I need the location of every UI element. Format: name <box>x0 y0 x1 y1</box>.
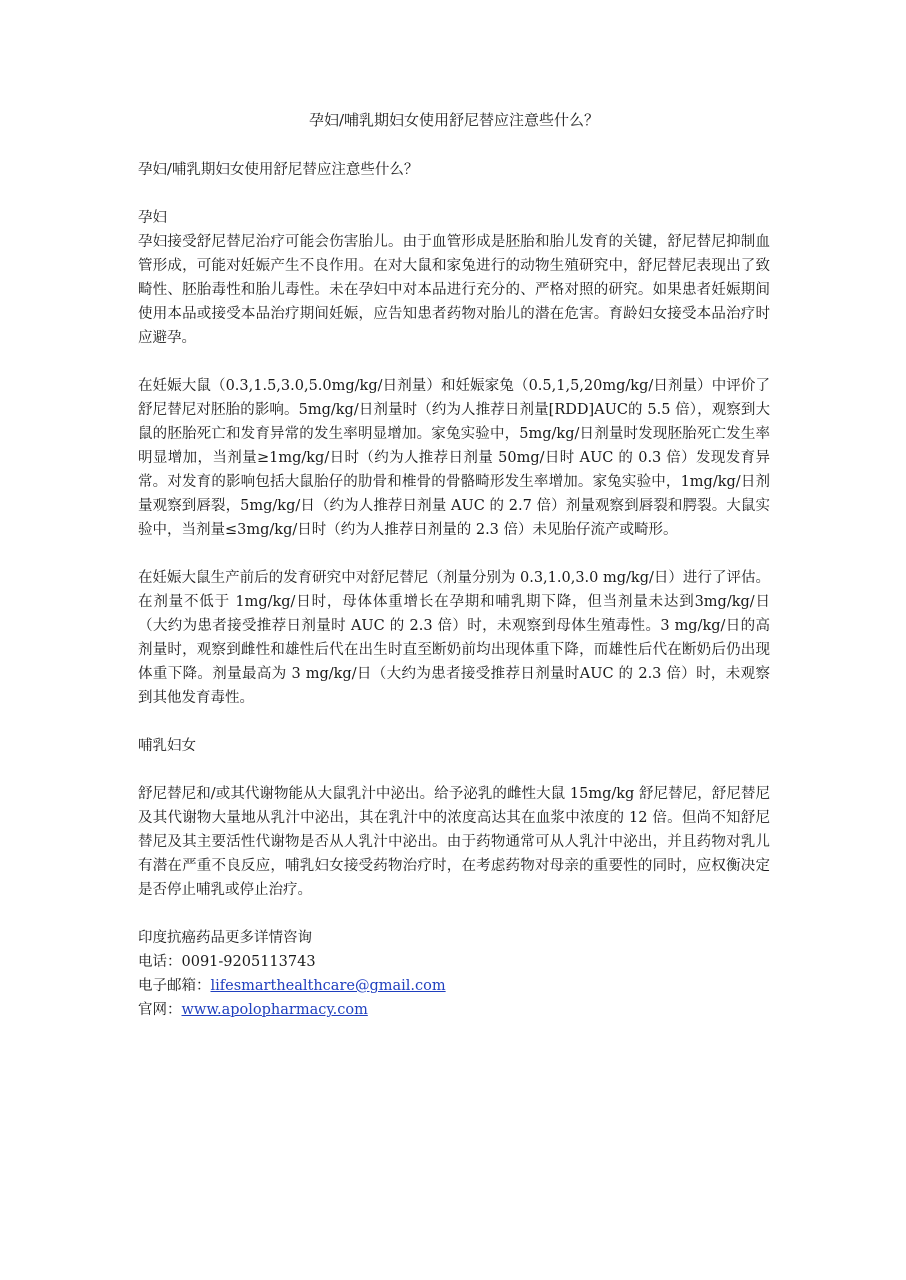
document-subtitle: 孕妇/哺乳期妇女使用舒尼替应注意些什么？ <box>138 162 419 178</box>
lactation-heading: 哺乳妇女 <box>138 738 196 754</box>
contact-heading: 印度抗癌药品更多详情咨询 <box>138 930 312 946</box>
contact-email-line <box>138 974 770 998</box>
pregnancy-paragraph-3: 在妊娠大鼠生产前后的发育研究中对舒尼替尼（剂量分别为 0.3,1.0,3.0 mg/kg/日）进行了评估。在剂量不低于 1mg/kg/日时，母体体重增长在孕期和哺乳期下降，但当剂量未达到3mg/kg/日（大约为患者接受推荐日剂量时 AUC 的 2.3 倍）时，未观察到母体生殖毒性。3 mg/kg/日的高剂量时，观察到雌性和雄性后代在出生时直至断奶前均出现体重下降，而雄性后代在断奶后仍出现体重下降。剂量最高为 3 mg/kg/日（大约为患者接受推荐日剂量时AUC 的 2.3 倍）时，未观察到其他发育毒性。 <box>138 570 770 706</box>
document-body <box>138 108 770 1022</box>
email-label: 电子邮箱： <box>138 978 211 994</box>
email-link[interactable]: lifesmarthealthcare@gmail.com <box>210 978 446 994</box>
pregnancy-paragraph-1: 孕妇接受舒尼替尼治疗可能会伤害胎儿。由于血管形成是胚胎和胎儿发育的关键，舒尼替尼抑制血管形成，可能对妊娠产生不良作用。在对大鼠和家兔进行的动物生殖研究中，舒尼替尼表现出了致畸性、胚胎毒性和胎儿毒性。未在孕妇中对本品进行充分的、严格对照的研究。如果患者妊娠期间使用本品或接受本品治疗期间妊娠，应告知患者药物对胎儿的潜在危害。育龄妇女接受本品治疗时应避孕。 <box>138 234 770 346</box>
lactation-paragraph-1: 舒尼替尼和/或其代谢物能从大鼠乳汁中泌出。给予泌乳的雌性大鼠 15mg/kg 舒尼替尼，舒尼替尼及其代谢物大量地从乳汁中泌出，其在乳汁中的浓度高达其在血浆中浓度的 12 倍。但尚不知舒尼替尼及其主要活性代谢物是否从人乳汁中泌出。由于药物通常可从人乳汁中泌出，并且药物对乳儿有潜在严重不良反应，哺乳妇女接受药物治疗时，在考虑药物对母亲的重要性的同时，应权衡决定是否停止哺乳或停止治疗。 <box>138 786 770 898</box>
document-title: 孕妇/哺乳期妇女使用舒尼替应注意些什么？ <box>308 111 600 129</box>
contact-site-line <box>138 998 770 1022</box>
pregnancy-paragraph-2: 在妊娠大鼠（0.3,1.5,3.0,5.0mg/kg/日剂量）和妊娠家兔（0.5,1,5,20mg/kg/日剂量）中评价了舒尼替尼对胚胎的影响。5mg/kg/日剂量时（约为人推荐日剂量[RDD]AUC的 5.5 倍），观察到大鼠的胚胎死亡和发育异常的发生率明显增加。家兔实验中，5mg/kg/日剂量时发现胚胎死亡发生率明显增加，当剂量≥1mg/kg/日时（约为人推荐日剂量 50mg/日时 AUC 的 0.3 倍）发现发育异常。对发育的影响包括大鼠胎仔的肋骨和椎骨的骨骼畸形发生率增加。家兔实验中，1mg/kg/日剂量观察到唇裂，5mg/kg/日（约为人推荐日剂量 AUC 的 2.7 倍）剂量观察到唇裂和腭裂。大鼠实验中，当剂量≤3mg/kg/日时（约为人推荐日剂量的 2.3 倍）未见胎仔流产或畸形。 <box>138 378 770 538</box>
contact-phone-line <box>138 950 770 974</box>
phone-label: 电话： <box>138 954 182 970</box>
phone-number: 0091-9205113743 <box>181 954 316 970</box>
site-label: 官网： <box>138 1002 182 1018</box>
pregnancy-heading: 孕妇 <box>138 210 167 226</box>
website-link[interactable]: www.apolopharmacy.com <box>181 1002 368 1018</box>
